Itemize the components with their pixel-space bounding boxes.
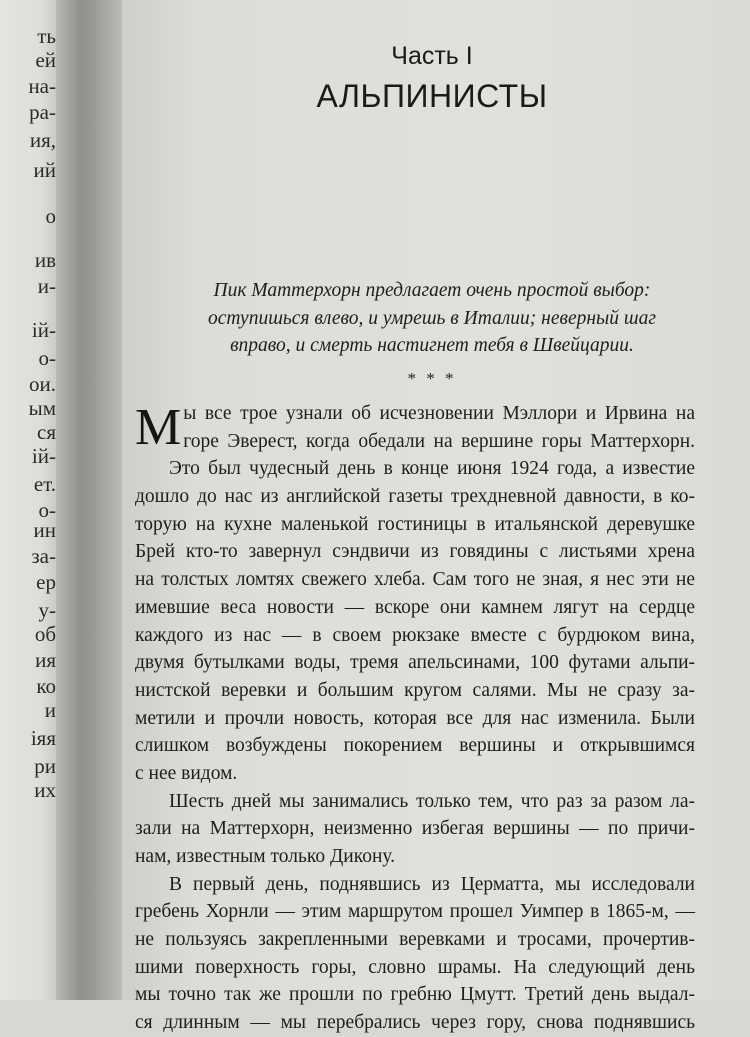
text-line: имевшие веса новости — вскоре они камнем лягут на сердце (135, 596, 695, 618)
text-line: нам, известным только Дикону. (135, 846, 396, 867)
text-line: торую на кухне маленькой гостиницы в итальянской деревушке (135, 513, 695, 535)
left-page-text-fragment: ть (37, 24, 56, 48)
text-line: шими поверхность горы, словно шрамы. На следующий день (135, 956, 695, 978)
left-page-text-fragment: о- (38, 346, 56, 370)
left-page-fragment (0, 0, 58, 1000)
text-line: зали на Маттерхорн, неизменно избегая вершины — по причи- (135, 818, 695, 840)
epigraph (122, 277, 742, 360)
text-line: ся длинным — мы перебрались через гору, снова поднявшись (135, 1012, 695, 1034)
body-text (135, 400, 695, 1037)
left-page-text-fragment: ым (28, 396, 56, 420)
text-line: В первый день, поднявшись из Церматта, мы исследовали (169, 873, 695, 895)
left-page-text-fragment: и- (37, 274, 56, 298)
left-page-text-fragment: за- (31, 544, 56, 568)
text-line: двумя бутылками воды, тремя апельсинами, 100 футами альпи- (135, 652, 695, 674)
left-page-text-fragment: ий (33, 158, 56, 182)
book-gutter (56, 0, 128, 1000)
text-line: с нее видом. (135, 762, 238, 784)
text-line: каждого из нас — в своем рюкзаке вместе с бурдюком вина, (135, 624, 695, 646)
text-line: на толстых ломтях свежего хлеба. Сам того не зная, я нес эти не (135, 569, 695, 591)
text-line: ы все трое узнали об исчезновении Мэллори и Ирвина на (183, 403, 695, 424)
left-page-text-fragment: об (34, 622, 56, 646)
text-line: метили и прочли новость, которая все для нас изменила. Были (135, 707, 695, 729)
epigraph-line: Пик Маттерхорн предлагает очень простой выбор: (213, 280, 651, 301)
left-page-text-fragment: ри (34, 754, 56, 778)
section-separator: * * * (407, 369, 457, 388)
left-page-text-fragment: ия, (29, 128, 56, 152)
left-page-text-fragment: ер (36, 570, 56, 594)
text-line: гребень Хорнли — этим маршрутом прошел Уимпер в 1865-м, — (135, 901, 695, 923)
left-page-text-fragment: и (44, 698, 56, 722)
drop-cap: М (135, 399, 182, 456)
left-page-text-fragment: их (34, 778, 56, 802)
epigraph-line: вправо, и смерть настигнет тебя в Швейцарии. (230, 335, 634, 356)
left-page-text-fragment: ій- (31, 444, 56, 468)
part-title: АЛЬПИНИСТЫ (316, 78, 548, 114)
left-page-text-fragment: о (45, 204, 56, 228)
epigraph-line: оступишься влево, и умрешь в Италии; неверный шаг (208, 307, 656, 329)
part-label: Часть I (391, 42, 473, 70)
left-page-text-fragment: ия (35, 648, 56, 672)
left-page-text-fragment: ои. (29, 372, 56, 396)
text-line: мы точно так же прошли по гребню Цмутт. Третий день выдал- (135, 984, 695, 1006)
text-line: нистской веревки и большим кругом салями. Мы не сразу за- (135, 679, 695, 701)
text-line: горе Эверест, когда обедали на вершине горы Маттерхорн. (183, 430, 695, 452)
text-line: Шесть дней мы занимались только тем, что раз за разом ла- (169, 790, 695, 812)
right-page (122, 0, 750, 1034)
text-line: дошло до нас из английской газеты трехдневной давности, в ко- (135, 486, 695, 508)
text-line: слишком возбуждены покорением вершины и открывшимся (135, 735, 695, 757)
left-page-text-fragment: ив (34, 248, 56, 272)
left-page-text-fragment: ко (36, 674, 56, 698)
left-page-text-fragment: ся (37, 420, 56, 444)
left-page-text-fragment: у- (38, 598, 56, 622)
text-line: не пользуясь закрепленными веревками и тросами, прочертив- (135, 929, 695, 951)
text-line: Это был чудесный день в конце июня 1924 года, а известие (169, 458, 695, 480)
left-page-text-fragment: ет. (33, 472, 56, 496)
left-page-text-fragment: ей (35, 48, 56, 72)
text-line: Брей кто-то завернул сэндвичи из говядины с листьями хрена (135, 541, 695, 563)
left-page-text-fragment: ин (33, 518, 56, 542)
left-page-text-fragment: о- (38, 498, 56, 522)
left-page-text-fragment: іяя (30, 726, 56, 750)
left-page-text-fragment: ра- (29, 100, 56, 124)
left-page-text-fragment: на- (28, 74, 56, 98)
left-page-text-fragment: ій- (31, 318, 56, 342)
